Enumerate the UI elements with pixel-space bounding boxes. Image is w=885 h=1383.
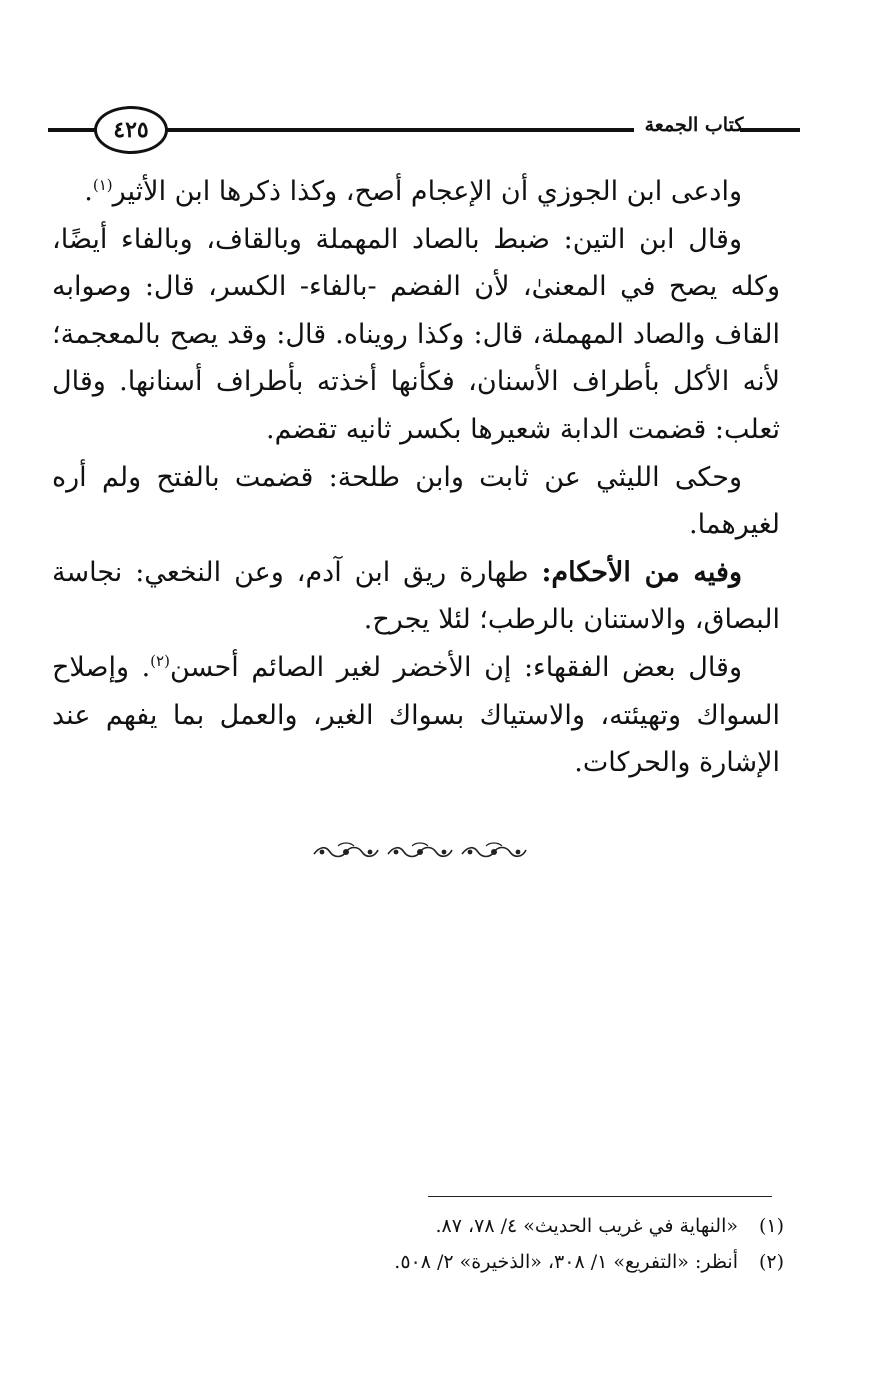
paragraph-5 [52,644,780,787]
paragraph-1-tail: . [84,176,93,207]
header-rule-left [48,128,96,132]
paragraph-1-text: وادعى ابن الجوزي أن الإعجام أصح، وكذا ذكرها ابن الأثير [112,176,742,207]
footnote-separator [428,1196,772,1197]
paragraph-4-heading: وفيه من الأحكام: [541,556,742,588]
footnote-number: (٢) [758,1251,784,1273]
footnote-text: أنظر: «التفريع» ١/ ٣٠٨، «الذخيرة» ٢/ ٥٠٨. [394,1251,738,1273]
header-rule-right [740,128,800,132]
footnotes [300,1208,784,1280]
paragraph-3-text: وحكى الليثي عن ثابت وابن طلحة: قضمت بالفتح ولم أره لغيرهما. [52,461,780,541]
paragraph-4-text: طهارة ريق ابن آدم، وعن النخعي: نجاسة البصاق، والاستنان بالرطب؛ لئلا يجرح. [52,556,780,636]
header-rule-middle [166,128,634,132]
footnote-ref-1: (١) [92,176,113,194]
paragraph-1 [52,168,780,216]
main-text [52,168,780,787]
paragraph-5-text: وقال بعض الفقهاء: إن الأخضر لغير الصائم أحسن [169,651,742,683]
footnote-ref-2: (٢) [150,651,170,670]
page-number: ٤٢٥ [94,106,168,154]
footnote-2 [300,1244,784,1280]
paragraph-3 [52,454,780,549]
running-title: كتاب الجمعة [644,114,744,136]
footnote-number: (١) [758,1215,784,1237]
paragraph-2-text: وقال ابن التين: ضبط بالصاد المهملة وبالقاف، وبالفاء أيضًا، وكله يصح في المعنىٰ، لأن الفضم -بالفاء- الكسر، قال: وصوابه القاف والصاد المهملة، قال: وكذا رويناه. قال: وقد يصح بالمعجمة؛ لأنه الأكل بأطراف الأسنان، فكأنها أخذته بأطراف أسنانها. وقال ثعلب: قضمت الدابة شعيرها بكسر ثانيه تقضم. [52,223,780,445]
page-header [48,104,800,156]
paragraph-5-tail: . وإصلاح السواك وتهيئته، والاستياك بسواك الغير، والعمل بما يفهم عند الإشارة والحركات. [52,651,780,779]
paragraph-2 [52,216,780,454]
footnote-1 [300,1208,784,1244]
ornament-piece-icon [386,840,454,864]
ornament-piece-icon [460,840,528,864]
ornament-piece-icon [312,840,380,864]
paragraph-4 [52,549,780,644]
footnote-text: «النهاية في غريب الحديث» ٤/ ٧٨، ٨٧. [435,1215,738,1237]
floral-ornament-icon [312,840,528,864]
